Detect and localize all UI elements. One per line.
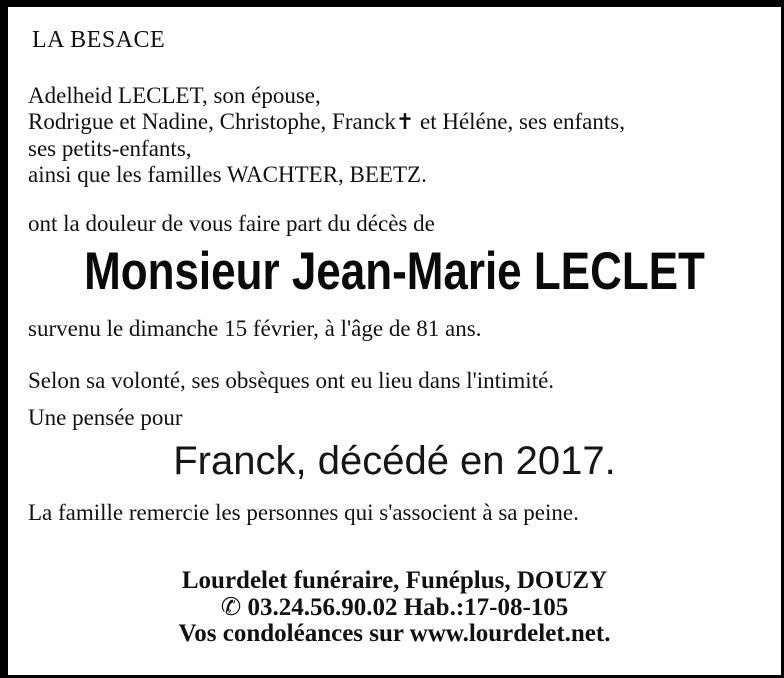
- family-line-children: [28, 109, 625, 136]
- family-line-spouse: Adelheid LECLET, son épouse,: [28, 83, 321, 108]
- telephone-icon: ✆: [220, 592, 242, 621]
- family-paragraph: [28, 83, 625, 188]
- deceased-cross-icon: ✝: [395, 110, 415, 135]
- family-children-before-cross: Rodrigue et Nadine, Christophe, Franck: [28, 109, 396, 134]
- announcement-text: ont la douleur de vous faire part du décès de: [28, 211, 435, 236]
- tribute-name-text: Franck, décédé en 2017.: [173, 439, 616, 483]
- family-line-relatives: ainsi que les familles WACHTER, BEETZ.: [28, 162, 427, 187]
- funeral-home-name: Lourdelet funéraire, Funéplus, DOUZY: [181, 567, 608, 594]
- phone-permit-text: 03.24.56.90.02 Hab.:17-08-105: [247, 594, 569, 621]
- condolences-line: Vos condoléances sur www.lourdelet.net.: [178, 620, 611, 647]
- tribute-intro-text: Une pensée pour: [28, 405, 183, 430]
- commune-name: LA BESACE: [32, 27, 166, 53]
- family-line-grandchildren: ses petits-enfants,: [28, 136, 192, 161]
- deceased-name-title: Monsieur Jean-Marie LECLET: [84, 242, 705, 301]
- funeral-home-footer: [8, 568, 781, 647]
- death-details-text: survenu le dimanche 15 février, à l'âge de 81 ans.: [28, 316, 482, 341]
- obsequies-text: Selon sa volonté, ses obsèques ont eu lieu dans l'intimité.: [28, 368, 555, 393]
- thanks-text: La famille remercie les personnes qui s'associent à sa peine.: [28, 500, 579, 525]
- phone-line: [8, 594, 781, 621]
- family-children-after-cross: et Héléne, ses enfants,: [414, 109, 625, 134]
